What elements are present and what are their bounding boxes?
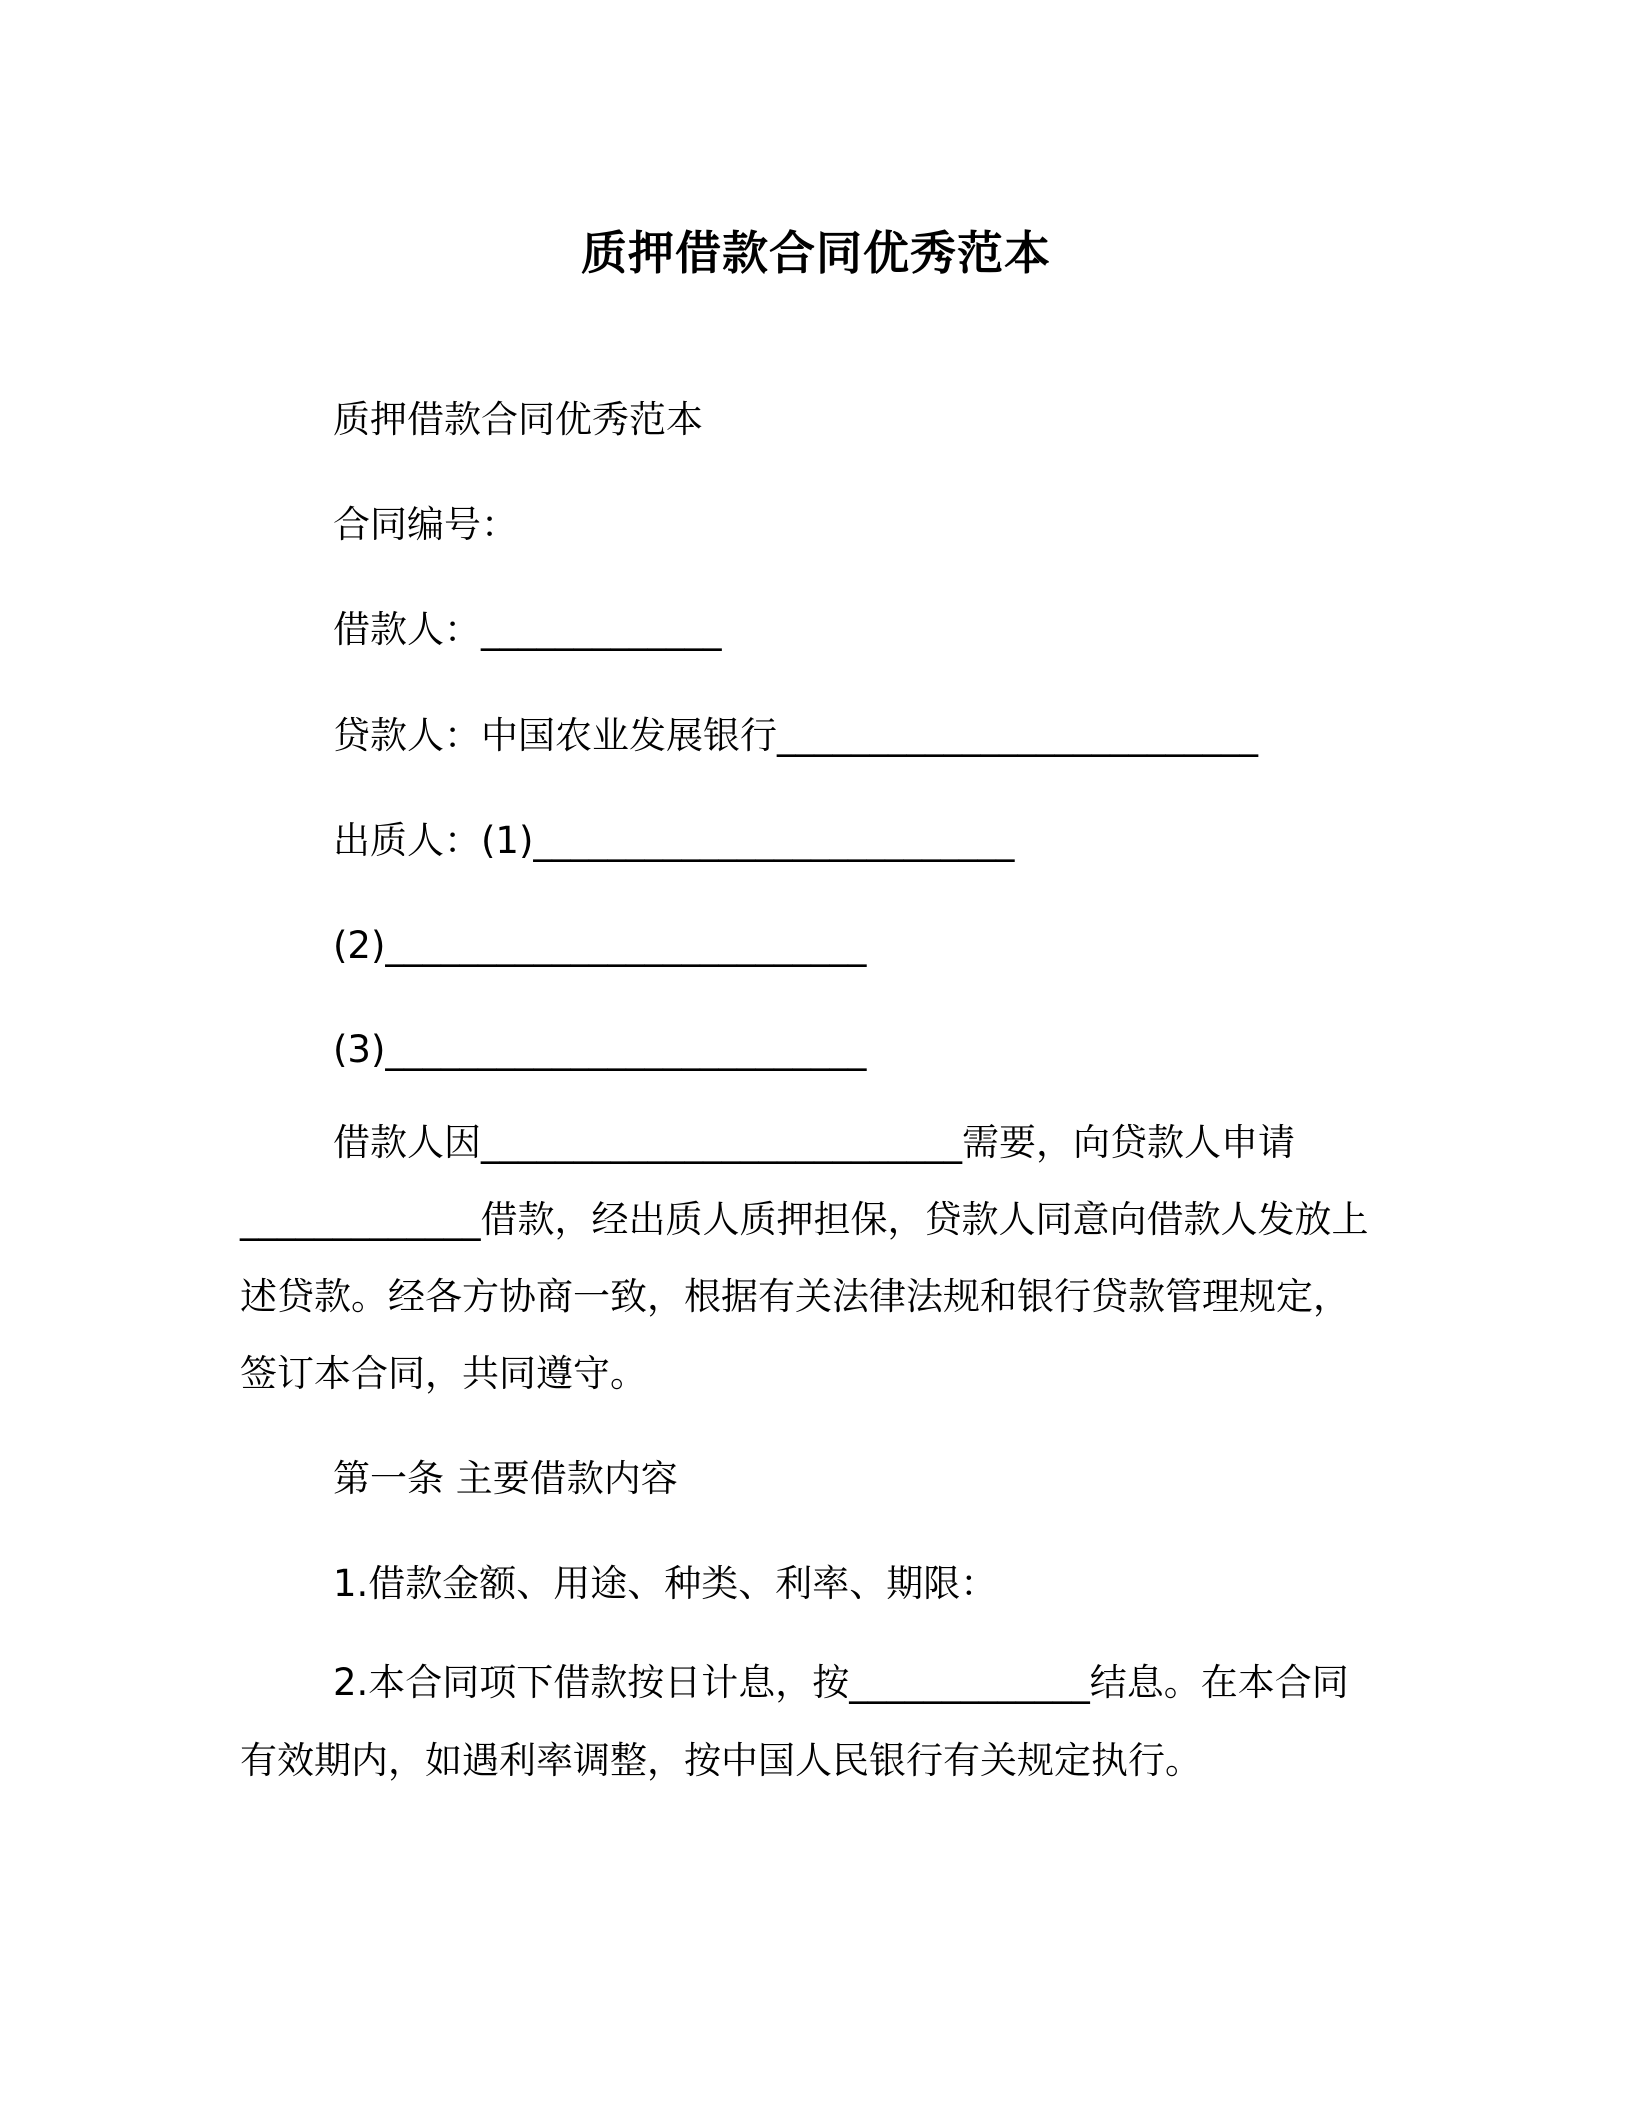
pledgor-line-2: (2)__________________________ [333, 924, 867, 967]
clause-2-line-1: 2.本合同项下借款按日计息，按_____________结息。在本合同 [333, 1661, 1349, 1704]
body-paragraph-line-2: _____________借款，经出质人质押担保，贷款人同意向借款人发放上 [240, 1198, 1369, 1241]
lender-line: 贷款人：中国农业发展银行__________________________ [333, 714, 1258, 757]
body-paragraph-line-4: 签订本合同，共同遵守。 [240, 1352, 647, 1395]
subtitle-line: 质押借款合同优秀范本 [333, 398, 703, 441]
article-one-heading: 第一条 主要借款内容 [333, 1457, 678, 1500]
clause-2-line-2: 有效期内，如遇利率调整，按中国人民银行有关规定执行。 [240, 1739, 1202, 1782]
pledgor-line-3: (3)__________________________ [333, 1028, 867, 1071]
borrower-line: 借款人：_____________ [333, 608, 722, 651]
pledgor-line-1: 出质人：(1)__________________________ [333, 819, 1015, 862]
contract-number-line: 合同编号： [333, 503, 518, 546]
clause-1-line: 1.借款金额、用途、种类、利率、期限： [333, 1562, 998, 1605]
body-paragraph-line-3: 述贷款。经各方协商一致，根据有关法律法规和银行贷款管理规定， [240, 1275, 1350, 1318]
body-paragraph-line-1: 借款人因__________________________需要，向贷款人申请 [333, 1121, 1295, 1164]
document-title: 质押借款合同优秀范本 [581, 226, 1051, 280]
